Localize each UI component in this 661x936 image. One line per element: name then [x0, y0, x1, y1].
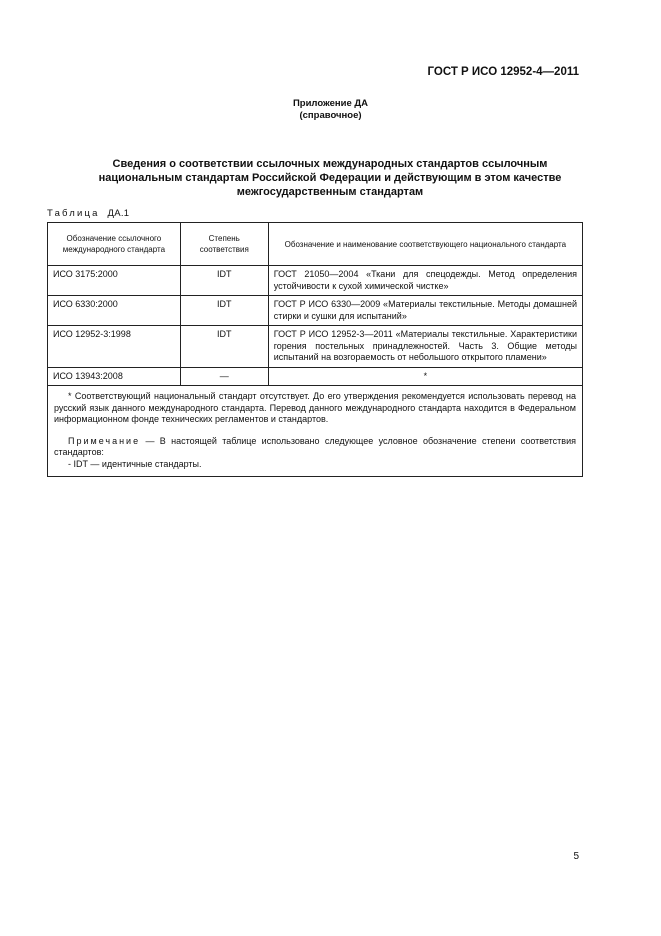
cell-degree: IDT	[180, 296, 268, 326]
cell-degree: IDT	[180, 326, 268, 368]
cell-national: *	[268, 367, 582, 386]
table-label-word: Таблица	[47, 208, 100, 219]
table-row	[48, 296, 583, 326]
footnote-text: * Соответствующий национальный стандарт отсутствует. До его утверждения рекомендуется использовать перевод на русский язык данного международного стандарта. Перевод данного международного стандарта находится в Федеральном информационном фонде технических регламентов и стандартов.	[54, 391, 576, 424]
note-list-item: - IDT — идентичные стандарты.	[68, 458, 202, 469]
cell-national: ГОСТ 21050—2004 «Ткани для спецодежды. Метод определения устойчивости к сухой химической чистке»	[268, 266, 582, 296]
column-header-international: Обозначение ссылочного международного стандарта	[48, 223, 181, 266]
cell-international: ИСО 13943:2008	[48, 367, 181, 386]
table-row	[48, 266, 583, 296]
table-label	[47, 208, 129, 219]
table-footnote	[48, 386, 583, 477]
annex-subtitle: (справочное)	[299, 110, 362, 121]
column-header-degree: Степень соответствия	[180, 223, 268, 266]
correspondence-table	[47, 222, 583, 477]
column-header-national: Обозначение и наименование соответствующего национального стандарта	[268, 223, 582, 266]
section-title: Сведения о соответствии ссылочных международных стандартов ссылочным национальным стандартам Российской Федерации и действующим в этом качестве межгосударственным стандартам	[98, 158, 562, 198]
annex-title: Приложение ДА	[292, 98, 369, 109]
cell-international: ИСО 6330:2000	[48, 296, 181, 326]
cell-international: ИСО 3175:2000	[48, 266, 181, 296]
page-number: 5	[573, 851, 579, 862]
note-text: — В настоящей таблице использовано следующее условное обозначение степени соответствия стандартов:	[54, 435, 576, 457]
cell-degree: —	[180, 367, 268, 386]
table-header-row	[48, 223, 583, 266]
table-row	[48, 326, 583, 368]
note-paragraph	[54, 436, 576, 459]
cell-national: ГОСТ Р ИСО 12952-3—2011 «Материалы текстильные. Характеристики горения постельных принадлежностей. Часть 3. Общие методы испытаний на возгораемость от небольшого открытого пламени»	[268, 326, 582, 368]
annex-heading	[0, 98, 661, 122]
table-label-number: ДА.1	[107, 208, 130, 219]
cell-international: ИСО 12952-3:1998	[48, 326, 181, 368]
table-row	[48, 367, 583, 386]
note-label: Примечание	[68, 435, 141, 446]
document-code: ГОСТ Р ИСО 12952-4—2011	[427, 66, 579, 78]
cell-national: ГОСТ Р ИСО 6330—2009 «Материалы текстильные. Методы домашней стирки и сушки для испытаний»	[268, 296, 582, 326]
cell-degree: IDT	[180, 266, 268, 296]
table-footnote-row	[48, 386, 583, 477]
